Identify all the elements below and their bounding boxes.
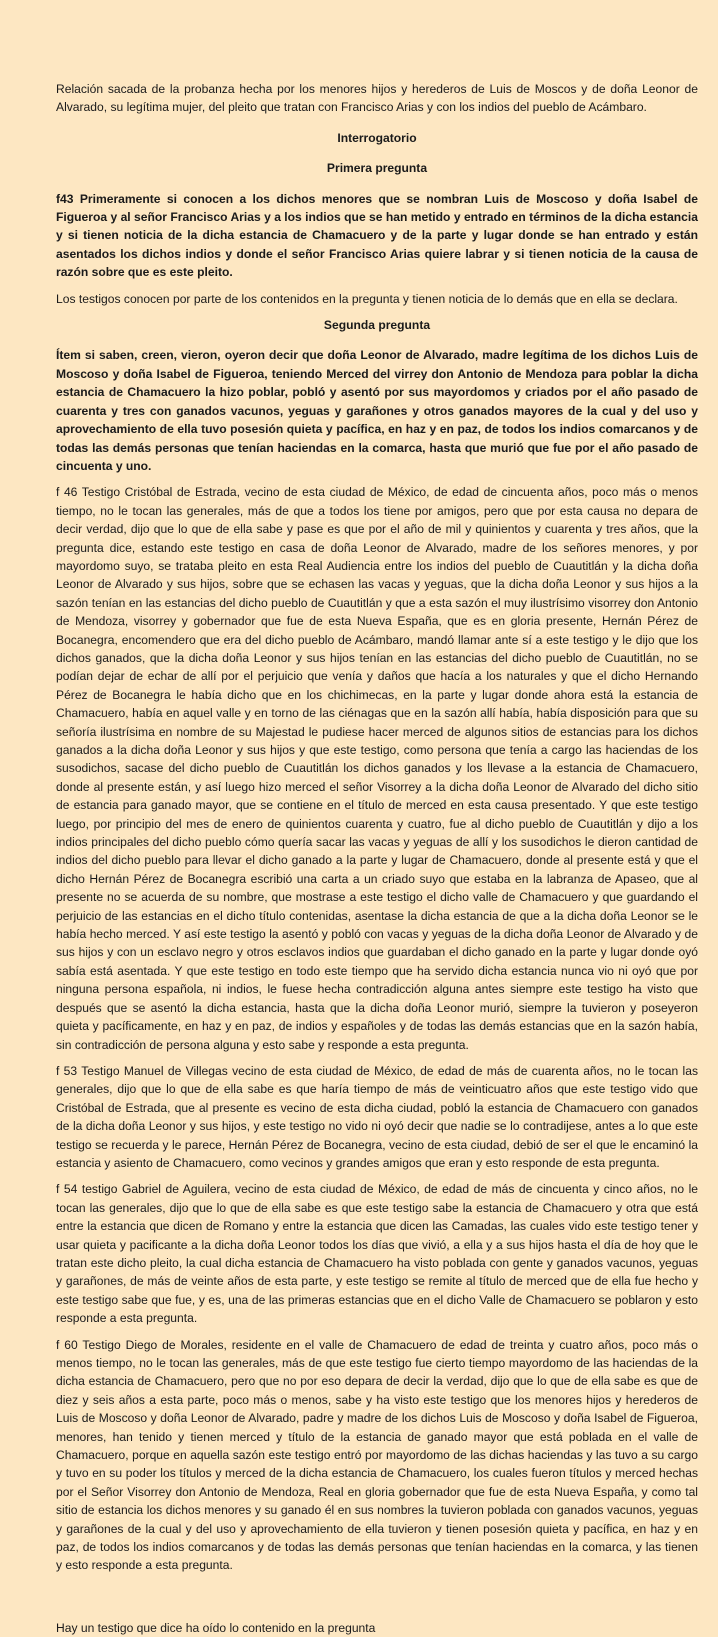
heading-segunda-pregunta: Segunda pregunta bbox=[323, 318, 431, 333]
primera-pregunta-text: f43 Primeramente si conocen a los dichos menores que se nombran Luis de Moscoso y doña Isabel de Figueroa y al señor Francisco Arias y a los indios que se han metido y entrado en términos de la dicha estancia y si tienen noticia de la dicha estancia de Chamacuero y de la parte y lugar donde se han entrado y están asentados los dichos indios y donde el señor Francisco Arias quiere labrar y si tienen noticia de la causa de razón sobre que es este pleito. bbox=[56, 191, 698, 280]
closing-note: Hay un testigo que dice ha oído lo contenido en la pregunta bbox=[56, 1620, 376, 1635]
heading-interrogatorio: Interrogatorio bbox=[337, 130, 417, 145]
intro-paragraph: Relación sacada de la probanza hecha por los menores hijos y herederos de Luis de Moscos y de doña Leonor de Alvarado, su legítima mujer, del pleito que tratan con Francisco Arias y con los indios del pueblo de Acámbaro. bbox=[56, 82, 698, 115]
testimonio-f46: f 46 Testigo Cristóbal de Estrada, vecino de esta ciudad de México, de edad de cincuenta años, poco más o menos tiempo, no le tocan las generales, más de que a todos los tiene por amigos, pero que por esta causa no depara de decir verdad, dijo que lo que de ella sabe y pase es que por el año de mil y quinientos y cuarenta y tres años, que la pregunta dice, estando este testigo en casa de doña Leonor de Alvarado, madre de los señores menores, y por mayordomo suyo, se trataba pleito en esta Real Audiencia entre los indios del pueblo de Cuautitlán y la dicha doña Leonor de Alvarado y sus hijos, sobre que se echasen las vacas y yeguas, que la dicha doña Leonor y sus hijos a la sazón tenían en las estancias del dicho pueblo de Cuautitlán y que a esta sazón el muy ilustrísimo visorrey don Antonio de Mendoza, visorrey y gobernador que fue de esta Nueva España, que es en gloria presente, Hernán Pérez de Bocanegra, encomendero que era del dicho pueblo de Acámbaro, mandó llamar ante sí a este testigo y le dijo que los dichos ganados, que la dicha doña Leonor y sus hijos tenían en las estancias del dicho pueblo de Cuautitlán, no se podían dejar de echar de allí por el perjuicio que venía y daños que hacía a los naturales y que el dicho Hernando Pérez de Bocanegra le había dicho que en los chichimecas, en la parte y lugar donde ahora está la estancia de Chamacuero, había en aquel valle y en torno de las ciénagas que en la sazón allí había, había disposición para que su señoría ilustrísima en nombre de su Majestad le pudiese hacer merced de algunos sitios de estancias para los dichos ganados a la dicha doña Leonor y sus hijos y que este testigo, como persona que tenía a cargo las haciendas de los susodichos, sacase del dicho pueblo de Cuautitlán los dichos ganados y los llevase a la estancia de Chamacuero, donde al presente están, y así luego hizo merced el señor Visorrey a la dicha doña Leonor de Alvarado del dicho sitio de estancia para ganado mayor, que se contiene en el título de merced en esta causa presentado. Y que este testigo luego, por principio del mes de enero de quinientos cuarenta y cuatro, fue al dicho pueblo de Cuautitlán y dijo a los indios principales del dicho pueblo cómo quería sacar las vacas y yeguas de allí y los susodichos le dieron cantidad de indios del dicho pueblo para llevar el dicho ganado a la parte y lugar de Chamacuero, donde al presente está y que el dicho Hernán Pérez de Bocanegra escribió una carta a un criado suyo que estaba en la labranza de Apaseo, que al presente no se acuerda de su nombre, que mostrase a este testigo el dicho valle de Chamacuero y que guardando el perjuicio de las estancias en el dicho título contenidas, asentase la dicha estancia de que a la dicha doña Leonor se le había hecho merced. Y así este testigo la asentó y pobló con vacas y yeguas de la dicha doña Leonor de Alvarado y de sus hijos y con un esclavo negro y otros esclavos indios que guardaban el dicho ganado en la parte y lugar donde oyó sabía está asentada. Y que este testigo en todo este tiempo que ha servido dicha estancia nunca vio ni oyó que por ninguna persona española, ni indios, le fuese hecha contradicción alguna antes siempre este testigo ha visto que después que se asentó la dicha estancia, hasta que la dicha doña Leonor murió, siempre la tuvieron y poseyeron quieta y pacíficamente, en haz y en paz, de indios y españoles y de todas las demás estancias que en la sazón había, sin contradicción de persona alguna y esto sabe y responde a esta pregunta. bbox=[56, 485, 698, 1052]
segunda-pregunta-text: Ítem si saben, creen, vieron, oyeron decir que doña Leonor de Alvarado, madre legítima de los dichos Luis de Moscoso y doña Isabel de Figueroa, teniendo Merced del virrey don Antonio de Mendoza para poblar la dicha estancia de Chamacuero la hizo poblar, pobló y asentó por sus mayordomos y criados por el año pasado de cuarenta y tres con ganados vacunos, yeguas y garañones y otros ganados mayores de la cual y del uso y aprovechamiento de ella tuvo posesión quieta y pacífica, en haz y en paz, de todos los indios comarcanos y de todas las demás personas que tenían haciendas en la comarca, hasta que murió que fue por el año pasado de cincuenta y uno. bbox=[56, 348, 698, 473]
testimonio-f53: f 53 Testigo Manuel de Villegas vecino de esta ciudad de México, de edad de más de cuarenta años, no le tocan las generales, dijo que lo que de ella sabe es que haría tiempo de más de veinticuatro años que este testigo vido que Cristóbal de Estrada, que al presente es vecino de esta dicha ciudad, pobló la estancia de Chamacuero con ganados de la dicha doña Leonor y sus hijos, y este testigo no vido ni oyó decir que nadie se lo contradijese, antes a lo que este testigo se recuerda y le parece, Hernán Pérez de Bocanegra, vecino de esta ciudad, debió de ser el que le encaminó la estancia y asiento de Chamacuero, como vecinos y grandes amigos que eran y esto responde de esta pregunta. bbox=[56, 1063, 698, 1170]
testimonio-f54: f 54 testigo Gabriel de Aguilera, vecino de esta ciudad de México, de edad de más de cincuenta y cinco años, no le tocan las generales, dijo que lo que de ella sabe es que este testigo sabe la estancia de Chamacuero y otra que está entre la estancia que dicen de Romano y entre la estancia que dicen las Camadas, las cuales vido este testigo tener y usar quieta y pacificante a la dicha doña Leonor todos los días que vivió, a ella y a sus hijos hasta el día de hoy que le tratan este dicho pleito, la cual dicha estancia de Chamacuero ha visto poblada con gente y ganados vacunos, yeguas y garañones, de más de veinte años de esta parte, y este testigo se remite al título de merced que de ella fue hecho y este testigo sabe que fue, y es, una de las primeras estancias que en el dicho Valle de Chamacuero se poblaron y esto responde a esta pregunta. bbox=[56, 1182, 698, 1326]
testimonio-f60: f 60 Testigo Diego de Morales, residente en el valle de Chamacuero de edad de treinta y cuatro años, poco más o menos tiempo, no le tocan las generales, más de que este testigo fue cierto tiempo mayordomo de las haciendas de la dicha estancia de Chamacuero, pero que no por eso depara de decir la verdad, dijo que lo que de ella sabe es que de diez y seis años a esta parte, poco más o menos, sabe y ha visto este testigo que los menores hijos y herederos de Luis de Moscoso y doña Leonor de Alvarado, padre y madre de los dichos Luis de Moscoso y doña Isabel de Figueroa, menores, han tenido y tienen merced y título de la estancia de ganado mayor que está poblada en el valle de Chamacuero, porque en aquella sazón este testigo entró por mayordomo de las dichas haciendas y las tuvo a su cargo y tuvo en su poder los títulos y merced de la dicha estancia de Chamacuero, los cuales fueron títulos y merced hechas por el Señor Visorrey don Antonio de Mendoza, Real en gloria gobernador que fue de esta Nueva España, y como tal sitio de estancia los dichos menores y su ganado él en sus nombres la tuvieron poblada con ganados vacunos, yeguas y garañones de la cual y del uso y aprovechamiento de ella tuvieron y tienen posesión quieta y pacífica, en haz y en paz, de todos los indios comarcanos y de todas las demás personas que tenían haciendas en la comarca, y las tienen y esto responde a esta pregunta. bbox=[56, 1337, 698, 1573]
heading-primera-pregunta: Primera pregunta bbox=[326, 161, 428, 176]
respuesta-primera-text: Los testigos conocen por parte de los contenidos en la pregunta y tienen noticia de lo demás que en ella se declara. bbox=[56, 291, 678, 306]
